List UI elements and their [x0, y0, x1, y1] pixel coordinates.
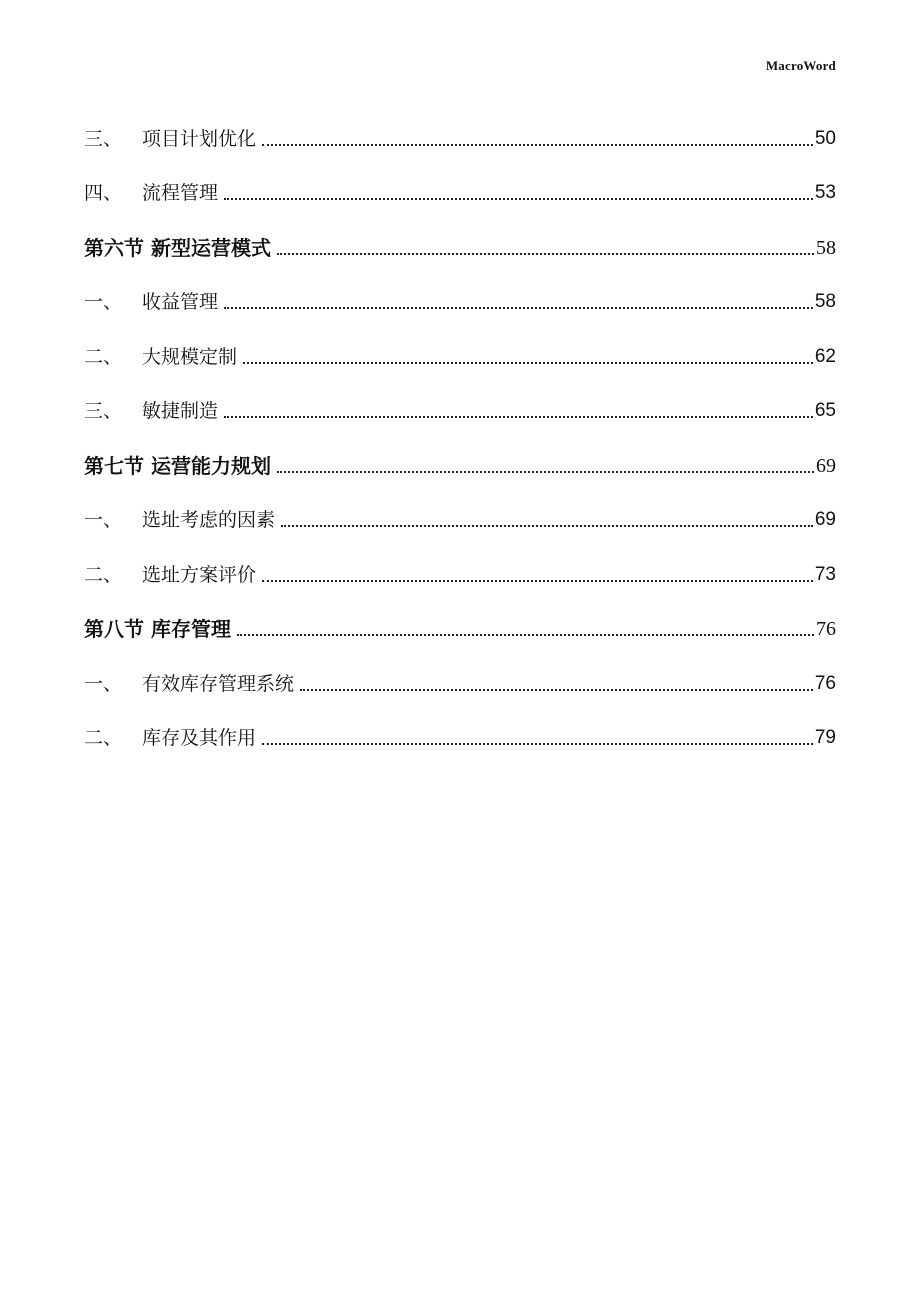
- toc-dot-leader: [243, 361, 813, 364]
- toc-dot-leader: [277, 252, 814, 255]
- toc-entry-page: 69: [816, 454, 836, 477]
- toc-dot-leader: [300, 688, 813, 691]
- toc-dot-leader: [224, 197, 813, 200]
- toc-entry-number: 三、: [84, 127, 123, 150]
- toc-entry-title: 库存及其作用: [142, 727, 257, 749]
- toc-dot-leader: [277, 470, 814, 473]
- toc-dot-leader: [262, 579, 813, 582]
- toc-dot-leader: [262, 742, 813, 745]
- toc-entry-number: 二、: [84, 345, 123, 368]
- toc-section-heading[interactable]: [84, 435, 836, 490]
- toc-entry-title: 项目计划优化: [142, 127, 257, 150]
- toc-entry[interactable]: [84, 708, 836, 763]
- table-of-contents: [84, 108, 836, 762]
- toc-entry[interactable]: [84, 163, 836, 218]
- toc-entry[interactable]: [84, 108, 836, 163]
- toc-entry-page: 62: [814, 345, 836, 367]
- toc-entry-page: 69: [814, 509, 836, 530]
- toc-entry-page: 73: [814, 563, 836, 585]
- toc-entry[interactable]: [84, 272, 836, 327]
- toc-entry-page: 58: [816, 236, 836, 259]
- toc-entry-page: 65: [814, 400, 836, 421]
- toc-entry-title: 有效库存管理系统: [142, 672, 295, 695]
- toc-entry[interactable]: [84, 381, 836, 436]
- toc-entry-title: 选址考虑的因素: [142, 509, 276, 531]
- toc-entry-page: 76: [814, 672, 836, 694]
- toc-dot-leader: [237, 633, 814, 636]
- toc-entry-number: 三、: [84, 400, 123, 422]
- toc-entry-number: 一、: [84, 672, 123, 695]
- toc-entry[interactable]: [84, 544, 836, 599]
- toc-entry-page: 58: [814, 291, 836, 312]
- toc-entry-number: 一、: [84, 509, 123, 531]
- toc-section-title: 第六节 新型运营模式: [84, 235, 271, 260]
- page-header-brand: MacroWord: [765, 58, 836, 73]
- toc-entry-page: 50: [814, 127, 836, 149]
- toc-dot-leader: [224, 415, 813, 418]
- toc-entry[interactable]: [84, 653, 836, 708]
- toc-entry-number: 四、: [84, 182, 123, 204]
- toc-entry-number: 二、: [84, 563, 123, 586]
- toc-dot-leader: [281, 524, 813, 527]
- toc-dot-leader: [262, 143, 813, 146]
- toc-entry-number: 二、: [84, 727, 123, 749]
- toc-entry-title: 大规模定制: [142, 345, 238, 368]
- toc-entry-page: 76: [816, 618, 836, 640]
- toc-entry-number: 一、: [84, 291, 123, 313]
- toc-entry-title: 敏捷制造: [142, 400, 219, 422]
- toc-entry-title: 收益管理: [142, 291, 219, 313]
- toc-section-heading[interactable]: [84, 599, 836, 654]
- toc-dot-leader: [224, 306, 813, 309]
- toc-entry-page: 79: [814, 727, 836, 748]
- toc-entry[interactable]: [84, 490, 836, 545]
- toc-section-title: 第七节 运营能力规划: [84, 453, 271, 478]
- toc-section-heading[interactable]: [84, 217, 836, 272]
- toc-entry-title: 流程管理: [142, 182, 219, 204]
- toc-entry-page: 53: [814, 182, 836, 203]
- toc-entry-title: 选址方案评价: [142, 563, 257, 586]
- toc-section-title: 第八节 库存管理: [84, 617, 231, 641]
- toc-entry[interactable]: [84, 326, 836, 381]
